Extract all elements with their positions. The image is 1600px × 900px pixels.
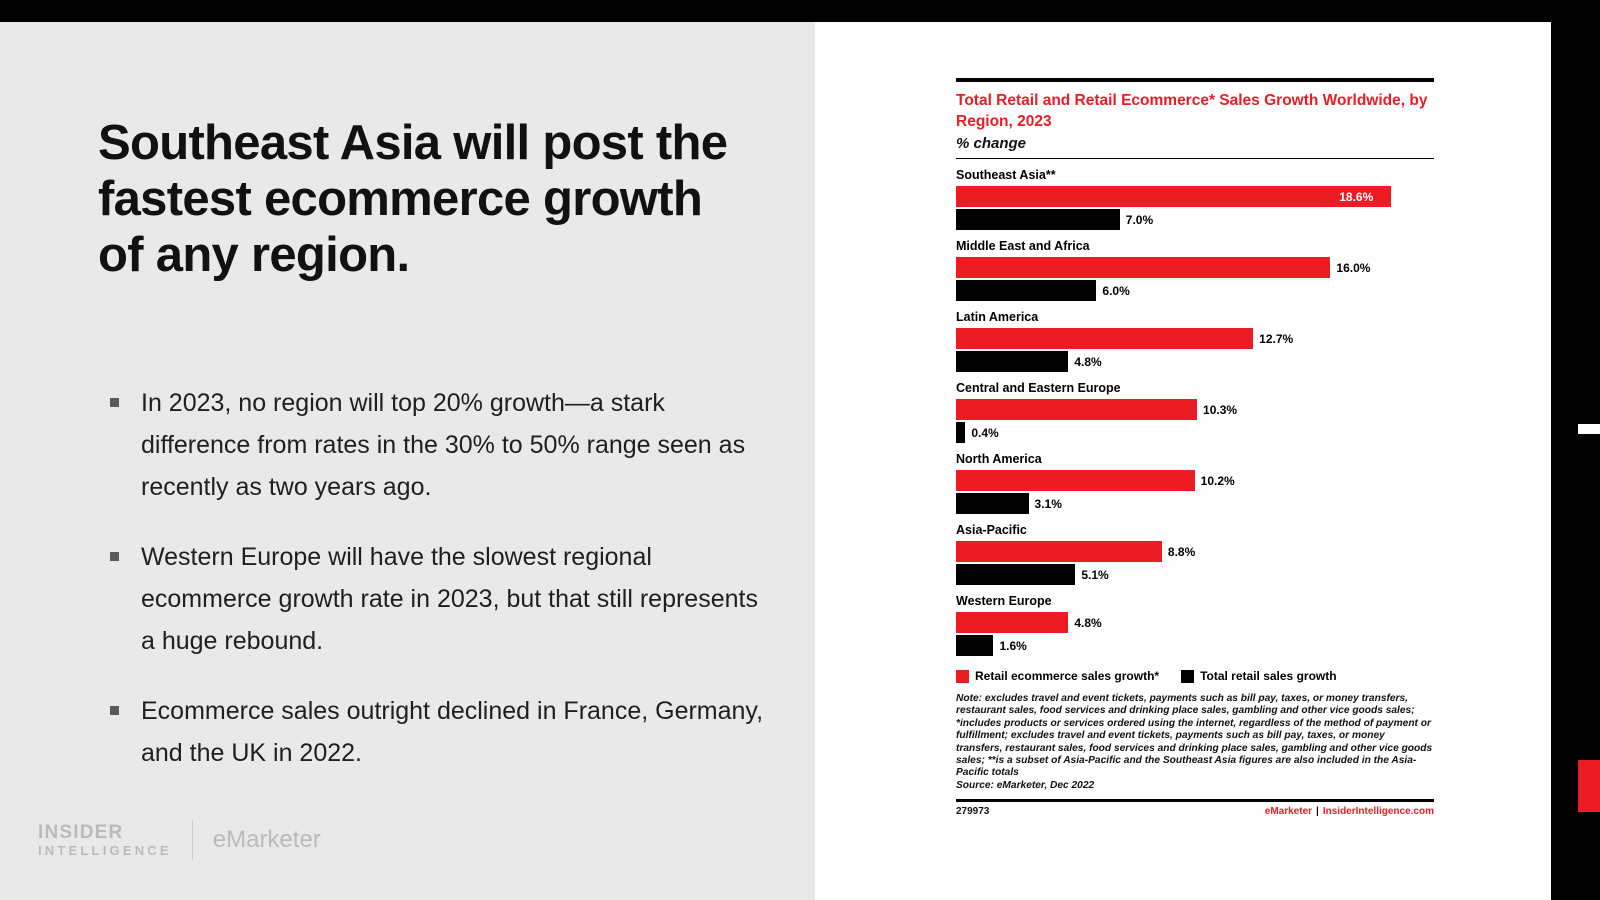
chart-title-rule [956, 158, 1434, 159]
bar-row [956, 612, 1434, 633]
chart-brand-separator: | [1316, 805, 1319, 817]
bar-row [956, 186, 1434, 207]
logo-intelligence-text: INTELLIGENCE [38, 842, 172, 858]
logo-divider [192, 820, 193, 860]
bar-value-label: 3.1% [1034, 496, 1062, 511]
bullet-square-icon [110, 706, 119, 715]
bar-group-label: Asia-Pacific [956, 523, 1027, 537]
bar-group-label: Middle East and Africa [956, 239, 1090, 253]
chart-brand-emarketer: eMarketer [1264, 805, 1313, 817]
legend-swatch-red-icon [956, 670, 969, 683]
legend-item-total-retail [1181, 669, 1336, 683]
bar-value-label: 5.1% [1081, 567, 1109, 582]
legend-swatch-black-icon [1181, 670, 1194, 683]
edge-accent-white [1578, 424, 1600, 434]
bar-row [956, 470, 1434, 491]
bar-row [956, 328, 1434, 349]
chart-id: 279973 [956, 805, 990, 817]
list-item-text: Western Europe will have the slowest regional ecommerce growth rate in 2023, but that still represents a huge rebound. [141, 543, 758, 655]
bar-value-label: 10.2% [1200, 473, 1235, 488]
legend-label: Retail ecommerce sales growth* [975, 669, 1160, 683]
bar-total-retail [956, 280, 1096, 301]
bar-value-label: 18.6% [1339, 189, 1374, 204]
bar-total-retail [956, 351, 1068, 372]
bar-value-label: 4.8% [1074, 615, 1102, 630]
insider-intelligence-logo [38, 820, 321, 860]
bar-group-label: Latin America [956, 310, 1039, 324]
bar-ecommerce [956, 186, 1391, 207]
chart-footer-rule [956, 799, 1434, 802]
bar-row [956, 399, 1434, 420]
bar-row [956, 564, 1434, 585]
legend-label: Total retail sales growth [1200, 669, 1337, 683]
bar-row [956, 541, 1434, 562]
bullet-list [105, 382, 765, 802]
bar-row [956, 351, 1434, 372]
bar-ecommerce [956, 399, 1197, 420]
chart-brand-site: InsiderIntelligence.com [1322, 805, 1434, 817]
bullet-square-icon [110, 552, 119, 561]
bar-group [956, 523, 1434, 585]
list-item [105, 536, 765, 662]
bar-value-label: 10.3% [1203, 402, 1238, 417]
page-title: Southeast Asia will post the fastest ecommerce growth of any region. [98, 116, 728, 282]
bar-value-label: 8.8% [1167, 544, 1196, 559]
chart-subtitle: % change [956, 135, 1027, 152]
chart-footer [956, 806, 1434, 817]
bar-row [956, 422, 1434, 443]
bar-row [956, 635, 1434, 656]
bullet-square-icon [110, 398, 119, 407]
edge-accent-red [1578, 760, 1600, 812]
bar-total-retail [956, 493, 1029, 514]
bar-total-retail [956, 564, 1075, 585]
bar-value-label: 1.6% [999, 638, 1027, 653]
bar-row [956, 209, 1434, 230]
chart-title: Total Retail and Retail Ecommerce* Sales Growth Worldwide, by Region, 2023 [956, 92, 1428, 130]
bar-ecommerce [956, 257, 1330, 278]
bar-total-retail [956, 635, 993, 656]
bar-group-label: Central and Eastern Europe [956, 381, 1121, 395]
bar-value-label: 0.4% [971, 425, 999, 440]
list-item [105, 382, 765, 508]
chart-source: Source: eMarketer, Dec 2022 [956, 779, 1095, 791]
bar-group [956, 594, 1434, 656]
bar-row [956, 280, 1434, 301]
bar-value-label: 6.0% [1102, 283, 1130, 298]
bar-group [956, 168, 1434, 230]
bar-row [956, 493, 1434, 514]
list-item-text: In 2023, no region will top 20% growth—a stark difference from rates in the 30% to 50% range seen as recently as two years ago. [141, 389, 746, 501]
bar-group-label: Southeast Asia** [956, 168, 1056, 182]
bar-row [956, 257, 1434, 278]
bar-group [956, 239, 1434, 301]
bar-ecommerce [956, 541, 1162, 562]
bar-group [956, 452, 1434, 514]
bar-ecommerce [956, 328, 1253, 349]
bar-total-retail [956, 209, 1120, 230]
bar-group-label: North America [956, 452, 1042, 466]
chart-brand [1265, 806, 1434, 817]
bar-ecommerce [956, 612, 1068, 633]
list-item-text: Ecommerce sales outright declined in France, Germany, and the UK in 2022. [141, 697, 764, 767]
top-black-bar [0, 0, 1600, 22]
bar-value-label: 7.0% [1125, 212, 1154, 227]
logo-emarketer-text: eMarketer [212, 826, 321, 853]
chart-card [956, 78, 1434, 817]
bar-value-label: 12.7% [1259, 331, 1294, 346]
list-item [105, 690, 765, 774]
bar-group [956, 310, 1434, 372]
chart-legend [956, 669, 1434, 683]
chart-note: Note: excludes travel and event tickets, payments such as bill pay, taxes, or money transfers, restaurant sales, food services and drinking place sales, gambling and other vice goods sales; *includes products or services ordered using the internet, regardless of the method of payment or fulfillment; excludes travel and event tickets, payments such as bill pay, taxes, or money transfers, restaurant sales, food services and drinking place sales, gambling and other vice goods sales; **is a subset of Asia-Pacific and the Southeast Asia figures are also included in the Asia-Pacific totals [956, 693, 1433, 779]
chart-bar-groups [956, 168, 1434, 656]
bar-group [956, 381, 1434, 443]
bar-value-label: 4.8% [1074, 354, 1102, 369]
legend-item-ecommerce [956, 669, 1159, 683]
bar-group-label: Western Europe [956, 594, 1052, 608]
logo-insider-text: INSIDER [38, 821, 124, 843]
bar-value-label: 16.0% [1336, 260, 1371, 275]
chart-top-rule [956, 78, 1434, 82]
bar-total-retail [956, 422, 965, 443]
bar-ecommerce [956, 470, 1195, 491]
